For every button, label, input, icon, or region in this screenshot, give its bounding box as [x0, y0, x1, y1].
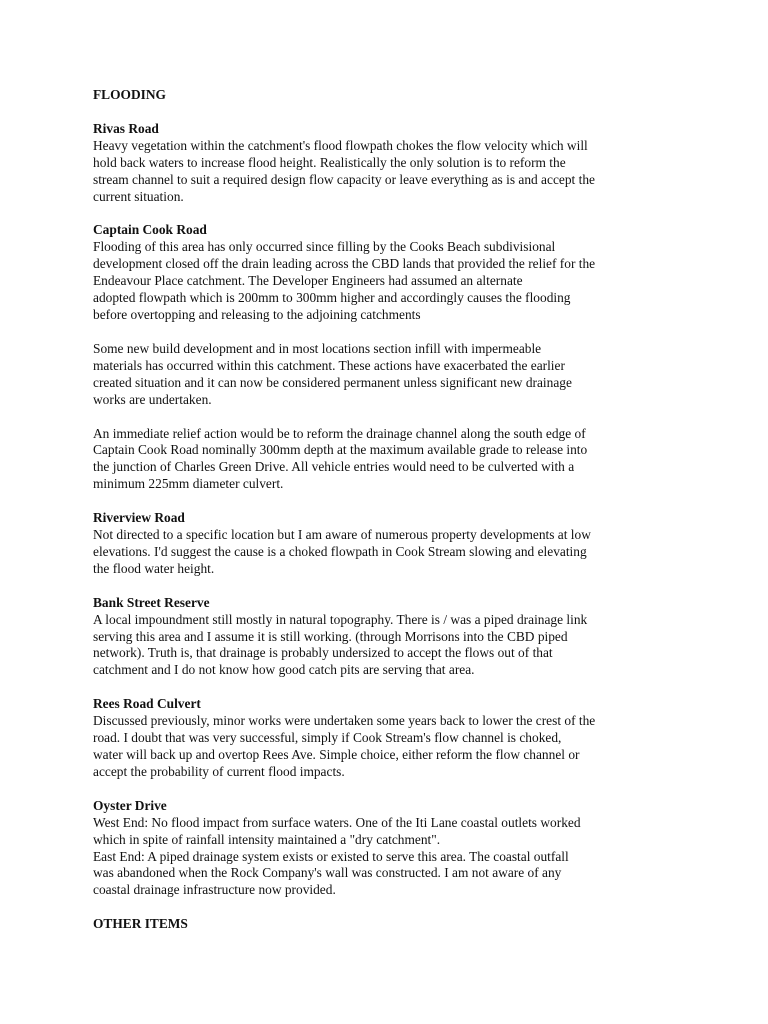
text-line: adopted flowpath which is 200mm to 300mm higher and accordingly causes the flooding	[93, 290, 571, 306]
text-line: current situation.	[93, 188, 184, 204]
text-line: catchment and I do not know how good catch pits are serving that area.	[93, 662, 475, 678]
text-line: network). Truth is, that drainage is probably undersized to accept the flows out of that	[93, 645, 553, 661]
text-line: the flood water height.	[93, 560, 215, 576]
section-paragraph	[93, 713, 683, 781]
section-heading: Rivas Road	[93, 120, 159, 136]
section-heading: Riverview Road	[93, 510, 185, 526]
text-line: the junction of Charles Green Drive. All vehicle entries would need to be culverted with a	[93, 459, 575, 475]
section-paragraph	[93, 527, 683, 578]
section-paragraph	[93, 239, 683, 324]
document-page	[93, 87, 683, 933]
text-line: Endeavour Place catchment. The Developer Engineers had assumed an alternate	[93, 273, 523, 289]
text-line: Some new build development and in most locations section infill with impermeable	[93, 340, 542, 356]
section-paragraph	[93, 612, 683, 680]
document-section	[93, 121, 683, 206]
document-section	[93, 222, 683, 493]
section-heading: Bank Street Reserve	[93, 594, 210, 610]
text-line: created situation and it can now be considered permanent unless significant new drainage	[93, 374, 572, 390]
text-line: coastal drainage infrastructure now provided.	[93, 882, 336, 898]
text-line: Discussed previously, minor works were undertaken some years back to lower the crest of the	[93, 713, 596, 729]
text-line: which in spite of rainfall intensity maintained a "dry catchment".	[93, 831, 441, 847]
text-line: serving this area and I assume it is still working. (through Morrisons into the CBD piped	[93, 628, 568, 644]
section-heading-other-items: OTHER ITEMS	[93, 916, 188, 932]
text-line: works are undertaken.	[93, 391, 212, 407]
document-section	[93, 798, 683, 899]
text-line: was abandoned when the Rock Company's wall was constructed. I am not aware of any	[93, 865, 562, 881]
text-line: A local impoundment still mostly in natural topography. There is / was a piped drainage link	[93, 611, 588, 627]
section-paragraph	[93, 815, 683, 900]
document-section	[93, 595, 683, 680]
section-heading: Oyster Drive	[93, 797, 167, 813]
text-line: road. I doubt that was very successful, simply if Cook Stream's flow channel is choked,	[93, 730, 562, 746]
section-paragraph	[93, 341, 683, 409]
document-section	[93, 696, 683, 781]
text-line: West End: No flood impact from surface waters. One of the Iti Lane coastal outlets worked	[93, 814, 581, 830]
text-line: accept the probability of current flood impacts.	[93, 763, 345, 779]
section-heading: Rees Road Culvert	[93, 696, 201, 712]
section-paragraph	[93, 426, 683, 494]
document-title: FLOODING	[93, 87, 166, 102]
text-line: Flooding of this area has only occurred since filling by the Cooks Beach subdivisional	[93, 239, 556, 255]
text-line: water will back up and overtop Rees Ave. Simple choice, either reform the flow channel or	[93, 747, 580, 762]
section-heading: Captain Cook Road	[93, 222, 207, 238]
document-sections	[93, 121, 683, 899]
text-line: hold back waters to increase flood height. Realistically the only solution is to reform the	[93, 154, 566, 170]
text-line: An immediate relief action would be to reform the drainage channel along the south edge of	[93, 425, 586, 441]
text-line: stream channel to suit a required design flow capacity or leave everything as is and accept the	[93, 171, 595, 187]
text-line: East End: A piped drainage system exists or existed to serve this area. The coastal outfall	[93, 848, 569, 864]
document-section	[93, 510, 683, 578]
text-line: elevations. I'd suggest the cause is a choked flowpath in Cook Stream slowing and elevating	[93, 543, 587, 559]
text-line: materials has occurred within this catchment. These actions have exacerbated the earlier	[93, 357, 565, 373]
text-line: before overtopping and releasing to the adjoining catchments	[93, 306, 421, 322]
text-line: Captain Cook Road nominally 300mm depth at the maximum available grade to release into	[93, 442, 588, 458]
section-paragraph	[93, 138, 683, 206]
text-line: Heavy vegetation within the catchment's flood flowpath chokes the flow velocity which will	[93, 137, 588, 153]
text-line: development closed off the drain leading across the CBD lands that provided the relief for the	[93, 256, 596, 272]
text-line: minimum 225mm diameter culvert.	[93, 476, 284, 492]
text-line: Not directed to a specific location but I am aware of numerous property developments at low	[93, 527, 591, 543]
